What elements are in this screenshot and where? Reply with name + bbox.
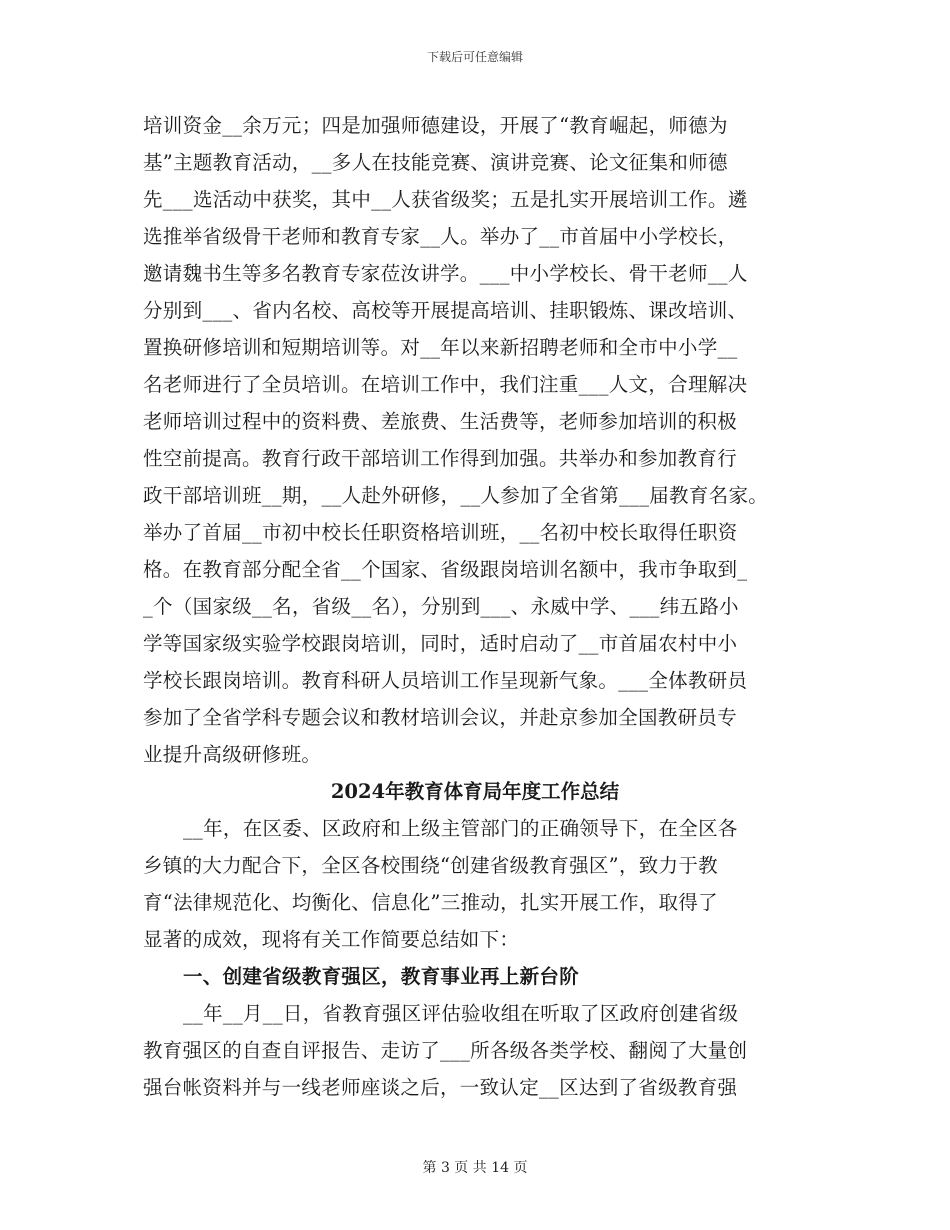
continuation-paragraph [143, 107, 807, 773]
page-footer: 第 3 页 共 14 页 [422, 1160, 528, 1176]
intro-paragraph [143, 810, 807, 958]
paragraph-line: 参加了全省学科专题会议和教材培训会议，并赴京参加全国教研员专 [143, 706, 738, 729]
paragraph-line: 性空前提高。教育行政干部培训工作得到加强。共举办和参加教育行 [143, 447, 738, 470]
paragraph-line: 老师培训过程中的资料费、差旅费、生活费等，老师参加培训的积极 [143, 410, 738, 433]
paragraph-line: 政干部培训班__期，__人赴外研修，__人参加了全省第___届教育名家。 [143, 484, 769, 507]
paragraph-line: 举办了首届__市初中校长任职资格培训班，__名初中校长取得任职资 [143, 521, 738, 544]
page-header: 下载后可任意编辑 [426, 50, 523, 64]
paragraph-line: 置换研修培训和短期培训等。对__年以来新招聘老师和全市中小学__ [143, 336, 738, 359]
paragraph-line: _个（国家级__名，省级__名），分别到___、永威中学、___纬五路小 [143, 595, 739, 618]
paragraph-line: __年__月__日，省教育强区评估验收组在听取了区政府创建省级 [183, 1002, 739, 1025]
paragraph-line: 名老师进行了全员培训。在培训工作中，我们注重___人文，合理解决 [143, 373, 748, 396]
paragraph-line: 学校长跟岗培训。教育科研人员培训工作呈现新气象。___全体教研员 [143, 669, 748, 692]
paragraph-line: 学等国家级实验学校跟岗培训，同时，适时启动了__市首届农村中小 [143, 632, 738, 655]
paragraph-line: __年，在区委、区政府和上级主管部门的正确领导下，在全区各 [183, 817, 738, 840]
paragraph-line: 业提升高级研修班。 [143, 743, 322, 766]
document-body [143, 107, 807, 1106]
paragraph-line: 育“法律规范化、均衡化、信息化”三推动，扎实开展工作，取得了 [143, 891, 718, 914]
paragraph-line: 邀请魏书生等多名教育专家莅汝讲学。___中小学校长、骨干老师__人 [143, 262, 748, 285]
paragraph-line: 强台帐资料并与一线老师座谈之后，一致认定__区达到了省级教育强 [143, 1076, 738, 1099]
paragraph-line: 显著的成效，现将有关工作简要总结如下： [143, 928, 520, 951]
paragraph-line: 选推举省级骨干老师和教育专家__人。举办了__市首届中小学校长， [143, 225, 738, 248]
paragraph-line: 基”主题教育活动，__多人在技能竞赛、演讲竞赛、论文征集和师德 [143, 151, 728, 174]
paragraph-line: 乡镇的大力配合下，全区各校围绕“创建省级教育强区”，致力于教 [143, 854, 718, 877]
paragraph-line: 教育强区的自查自评报告、走访了___所各级各类学校、翻阅了大量创 [143, 1039, 748, 1062]
paragraph-line: 先___选活动中获奖，其中__人获省级奖；五是扎实开展培训工作。遴 [143, 188, 748, 211]
paragraph-line: 格。在教育部分配全省__个国家、省级跟岗培训名额中，我市争取到_ [143, 558, 748, 581]
document-title: 2024年教育体育局年度工作总结 [330, 780, 620, 803]
paragraph-line: 培训资金__余万元；四是加强师德建设，开展了“教育崛起，师德为 [143, 114, 728, 137]
paragraph-line: 分别到___、省内名校、高校等开展提高培训、挂职锻炼、课改培训、 [143, 299, 748, 322]
section-heading: 一、创建省级教育强区，教育事业再上新台阶 [183, 965, 580, 988]
section-paragraph [143, 995, 807, 1106]
